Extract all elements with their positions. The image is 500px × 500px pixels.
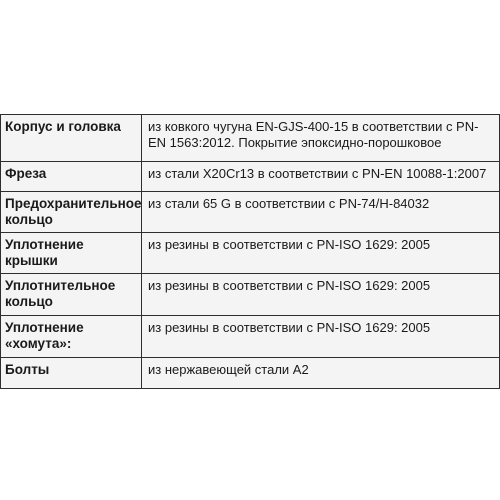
row-label: Уплотнение крышки	[1, 233, 142, 274]
table-row	[1, 192, 500, 233]
row-value: из нержавеющей стали А2	[142, 358, 500, 389]
specification-table	[0, 114, 500, 389]
table-row	[1, 115, 500, 162]
row-value: из резины в соответствии с PN-ISO 1629: 2005	[142, 233, 500, 274]
row-value: из ковкого чугуна EN-GJS-400-15 в соответствии с PN-EN 1563:2012. Покрытие эпоксидно-порошковое	[142, 115, 500, 162]
row-label: Предохранительное кольцо	[1, 192, 142, 233]
row-value: из резины в соответствии с PN-ISO 1629: 2005	[142, 274, 500, 316]
row-value: из стали X20Cr13 в соответствии с PN-EN 10088-1:2007	[142, 162, 500, 192]
row-value: из стали 65 G в соответствии с PN-74/H-84032	[142, 192, 500, 233]
row-label: Фреза	[1, 162, 142, 192]
row-label: Уплотнение «хомута»:	[1, 316, 142, 358]
table-row	[1, 274, 500, 316]
table-row	[1, 358, 500, 389]
row-value: из резины в соответствии с PN-ISO 1629: 2005	[142, 316, 500, 358]
row-label: Уплотнительное кольцо	[1, 274, 142, 316]
row-label: Корпус и головка	[1, 115, 142, 162]
table-row	[1, 316, 500, 358]
table-row	[1, 162, 500, 192]
row-label: Болты	[1, 358, 142, 389]
table-row	[1, 233, 500, 274]
